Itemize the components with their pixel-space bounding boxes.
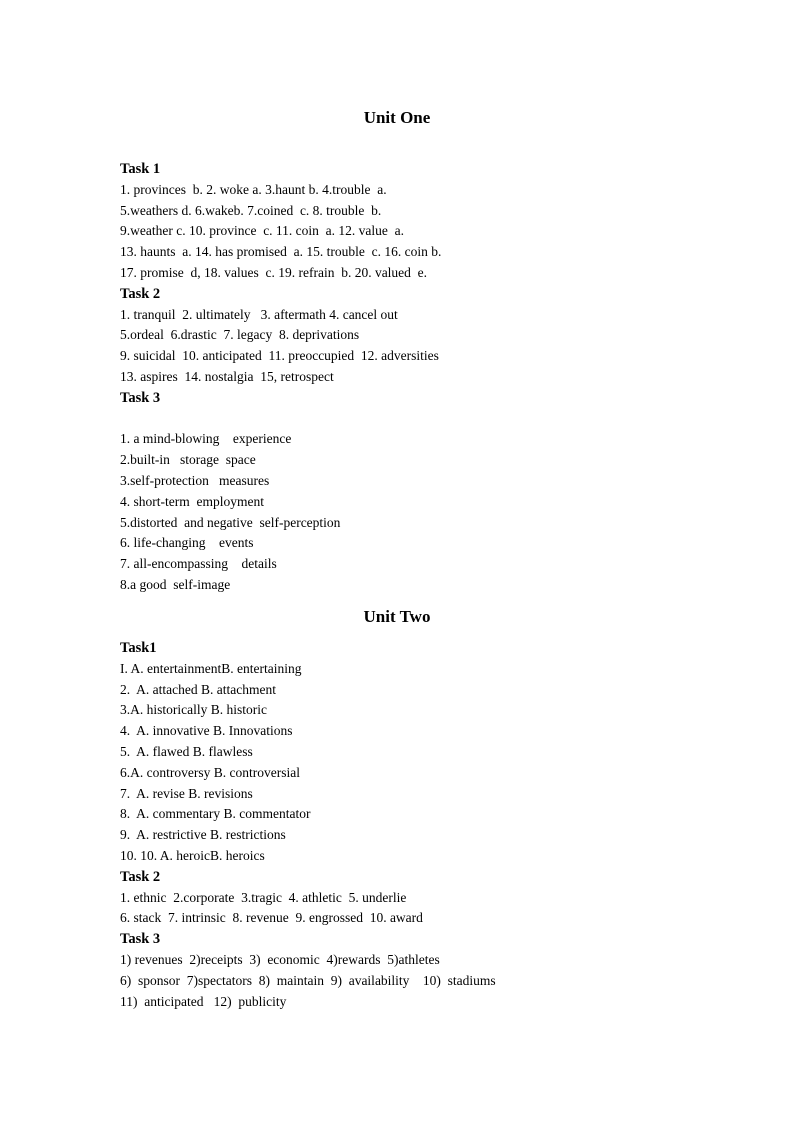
unit-one-task2-line: 1. tranquil 2. ultimately 3. aftermath 4. cancel out [120,306,398,322]
unit-one-task1-line: 5.weathers d. 6.wakeb. 7.coined c. 8. trouble b. [120,202,382,218]
unit-one-task1-line: 17. promise d, 18. values c. 19. refrain b. 20. valued e. [120,264,428,280]
unit-one-task3-line: 1. a mind-blowing experience [120,431,292,447]
unit-two-task2-heading: Task 2 [120,868,161,885]
unit-two-title: Unit Two [363,607,431,626]
unit-two-task3-heading: Task 3 [120,931,161,948]
unit-one-title: Unit One [363,108,431,127]
unit-one-body [120,159,720,596]
unit-two-task2-line: 1. ethnic 2.corporate 3.tragic 4. athletic 5. underlie [120,889,407,905]
unit-one-task1-line: 9.weather c. 10. province c. 11. coin a. 12. value a. [120,223,405,239]
unit-one-task2-line: 9. suicidal 10. anticipated 11. preoccupied 12. adversities [120,348,439,364]
unit-two-task1-line: 2. A. attached B. attachment [120,681,276,697]
unit-one-task1-line: 13. haunts a. 14. has promised a. 15. trouble c. 16. coin b. [120,244,442,260]
unit-one-task3-line: 7. all-encompassing details [120,556,277,572]
unit-one-task1-line: 1. provinces b. 2. woke a. 3.haunt b. 4.trouble a. [120,181,387,197]
unit-two-task2-line: 6. stack 7. intrinsic 8. revenue 9. engrossed 10. award [120,910,423,926]
unit-two-task1-heading: Task1 [120,640,157,656]
unit-one-task3-line: 3.self-protection measures [120,472,270,488]
unit-two-task3-line: 1) revenues 2)receipts 3) economic 4)rewards 5)athletes [120,951,440,967]
unit-two-task3-line: 11) anticipated 12) publicity [120,993,287,1009]
unit-two-task1-line: 5. A. flawed B. flawless [120,743,253,759]
unit-two-task1-line: 9. A. restrictive B. restrictions [120,827,286,843]
unit-two-task1-line: 3.A. historically B. historic [120,702,267,718]
unit-one-task2-line: 5.ordeal 6.drastic 7. legacy 8. deprivations [120,327,360,343]
unit-one-task3-line: 6. life-changing events [120,535,254,551]
unit-one-task3-heading: Task 3 [120,389,161,406]
unit-one-task2-heading: Task 2 [120,285,161,302]
unit-two-task1-line: I. A. entertainmentB. entertaining [120,660,302,676]
unit-one-task3-line: 2.built-in storage space [120,452,256,468]
unit-one-task3-line: 8.a good self-image [120,576,231,592]
unit-two-task1-line: 10. 10. A. heroicB. heroics [120,847,265,863]
unit-one-task3-line: 4. short-term employment [120,493,264,509]
unit-two-task1-line: 6.A. controversy B. controversial [120,764,300,780]
unit-one-task3-line: 5.distorted and negative self-perception [120,514,341,530]
unit-two-task1-line: 4. A. innovative B. Innovations [120,723,293,739]
unit-two-task3-line: 6) sponsor 7)spectators 8) maintain 9) availability 10) stadiums [120,972,496,988]
blank-line [120,409,720,430]
unit-two-task1-line: 7. A. revise B. revisions [120,785,253,801]
unit-one-task2-line: 13. aspires 14. nostalgia 15, retrospect [120,368,334,384]
unit-one-task1-heading: Task 1 [120,161,161,177]
unit-two-body [120,638,720,1012]
unit-two-task1-line: 8. A. commentary B. commentator [120,806,311,822]
